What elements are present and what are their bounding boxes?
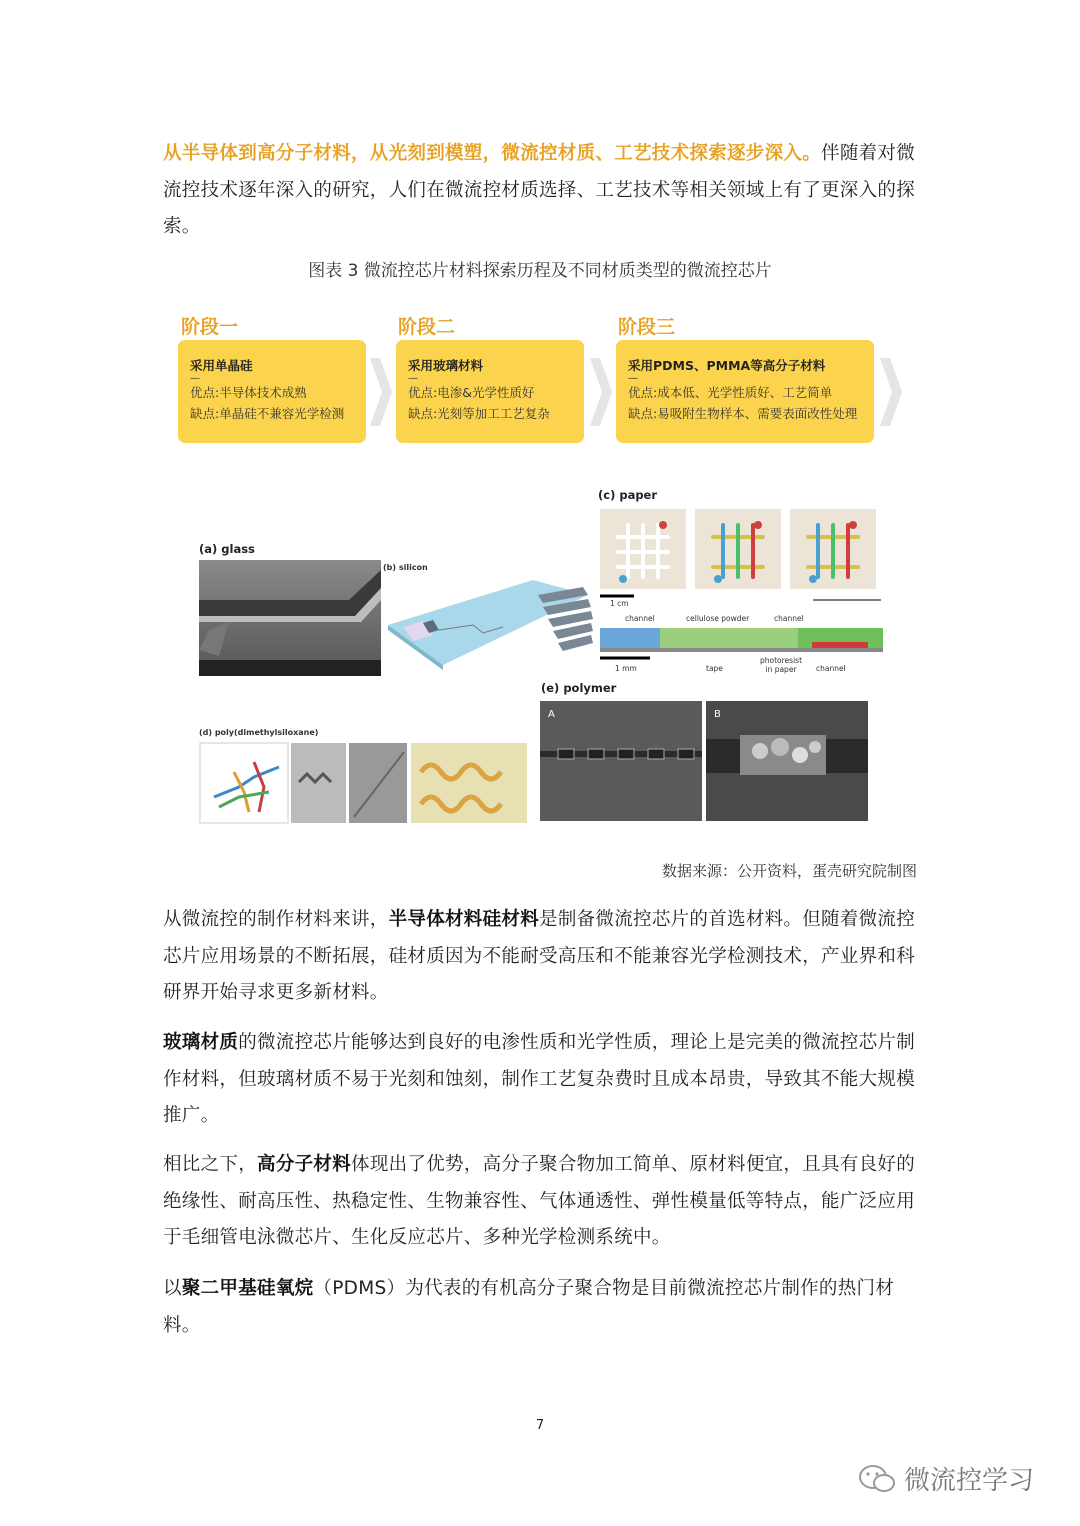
- paper-label-channel-1: channel: [625, 614, 655, 623]
- stage-3-dash: —: [628, 373, 638, 384]
- p4-post: 体现出了优势，高分子聚合物加工简单、原材料便宜，且具有良好的绝缘性、耐高压性、热稳定性、生物兼容性、气体通透性、弹性模量低等特点，能广泛应用于毛细管电泳微芯片、生化反应芯片、多种光学检测系统中。: [163, 1154, 916, 1248]
- stage-1-dash: —: [190, 373, 200, 384]
- paragraph-polymer: [163, 1147, 918, 1257]
- stage-1-title: 阶段一: [181, 316, 239, 338]
- stage-1-box: [178, 340, 366, 443]
- stage-3-box: [616, 340, 874, 443]
- p2-bold: 半导体材料硅材料: [388, 909, 540, 930]
- paper-label-channel-3: channel: [816, 664, 846, 673]
- stage-3-pro: 优点:成本低、光学性质好、工艺简单: [628, 385, 833, 400]
- page-number: 7: [535, 1418, 545, 1433]
- p2-pre: 从微流控的制作材料来讲，: [163, 909, 389, 930]
- figure-source: 数据来源：公开资料，蛋壳研究院制图: [661, 862, 917, 880]
- p4-bold: 高分子材料: [257, 1154, 352, 1175]
- chevron-right-icon: [590, 358, 612, 426]
- paragraph-glass: [163, 1025, 918, 1135]
- panel-silicon-label: (b) silicon: [383, 563, 428, 572]
- stage-1-pro: 优点:半导体技术成熟: [190, 385, 307, 400]
- panel-pdms-label: (d) poly(dimethylsiloxane): [199, 728, 319, 737]
- figure-caption: 图表 3 微流控芯片材料探索历程及不同材质类型的微流控芯片: [308, 261, 772, 281]
- chevron-right-icon: [880, 358, 902, 426]
- polymer-label-b: B: [714, 709, 721, 720]
- watermark: [858, 1460, 1034, 1497]
- paper-label-channel-2: channel: [774, 614, 804, 623]
- p2-post: 是制备微流控芯片的首选材料。但随着微流控芯片应用场景的不断拓展，硅材质因为不能耐受高压和不能兼容光学检测技术，产业界和科研界开始寻求更多新材料。: [163, 909, 916, 1003]
- paper-label-cellulose: cellulose powder: [686, 614, 750, 623]
- stage-3-title: 阶段三: [618, 316, 676, 338]
- paper-label-tape: tape: [706, 664, 723, 673]
- p5-post: （PDMS）为代表的有机高分子聚合物是目前微流控芯片制作的热门材料。: [163, 1278, 895, 1336]
- paper-scale-1mm: 1 mm: [615, 664, 637, 673]
- p3-bold: 玻璃材质: [163, 1032, 239, 1053]
- stage-2-con: 缺点:光刻等加工工艺复杂: [408, 406, 550, 421]
- panel-polymer-label: (e) polymer: [541, 681, 617, 695]
- paragraph-pdms: [163, 1271, 918, 1344]
- silicon-chip-image: [383, 575, 593, 675]
- stage-2-material: 采用玻璃材料: [408, 358, 484, 373]
- paper-scale-1cm: 1 cm: [610, 599, 629, 608]
- p3-post: 的微流控芯片能够达到良好的电渗性质和光学性质，理论上是完美的微流控芯片制作材料，但玻璃材质不易于光刻和蚀刻，制作工艺复杂费时且成本昂贵，导致其不能大规模推广。: [163, 1032, 916, 1126]
- paper-cross-section: [598, 590, 883, 665]
- glass-chip-image: [199, 560, 381, 676]
- p4-pre: 相比之下，: [163, 1154, 258, 1175]
- watermark-text: 微流控学习: [904, 1466, 1035, 1496]
- polymer-label-a: A: [548, 709, 555, 720]
- p5-pre: 以: [163, 1278, 182, 1299]
- pdms-chip-images: [199, 742, 529, 824]
- paragraph-silicon: [163, 902, 918, 1012]
- stage-2-box: [396, 340, 584, 443]
- wechat-icon: [858, 1463, 898, 1495]
- stage-2-title: 阶段二: [398, 316, 456, 338]
- stage-3-con: 缺点:易吸附生物样本、需要表面改性处理: [628, 406, 858, 421]
- chevron-right-icon: [370, 358, 392, 426]
- polymer-chip-images: [540, 701, 868, 821]
- stage-2-pro: 优点:电渗&光学性质好: [408, 385, 535, 400]
- stage-3-material: 采用PDMS、PMMA等高分子材料: [628, 358, 826, 373]
- paper-label-photoresist: photoresist in paper: [760, 656, 803, 674]
- panel-paper-label: (c) paper: [598, 488, 658, 502]
- panel-glass-label: (a) glass: [199, 542, 255, 556]
- stage-2-dash: —: [408, 373, 418, 384]
- paper-chip-images: [598, 507, 880, 589]
- stage-1-material: 采用单晶硅: [190, 358, 253, 373]
- stage-1-con: 缺点:单晶硅不兼容光学检测: [190, 406, 345, 421]
- intro-highlight: 从半导体到高分子材料，从光刻到模塑，微流控材质、工艺技术探索逐步深入。: [163, 143, 822, 164]
- p5-bold: 聚二甲基硅氧烷: [181, 1278, 314, 1299]
- intro-text: 伴随着对微流控技术逐年深入的研究，人们在微流控材质选择、工艺技术等相关领域上有了更深入的探索。: [163, 143, 916, 237]
- intro-paragraph: [163, 136, 918, 246]
